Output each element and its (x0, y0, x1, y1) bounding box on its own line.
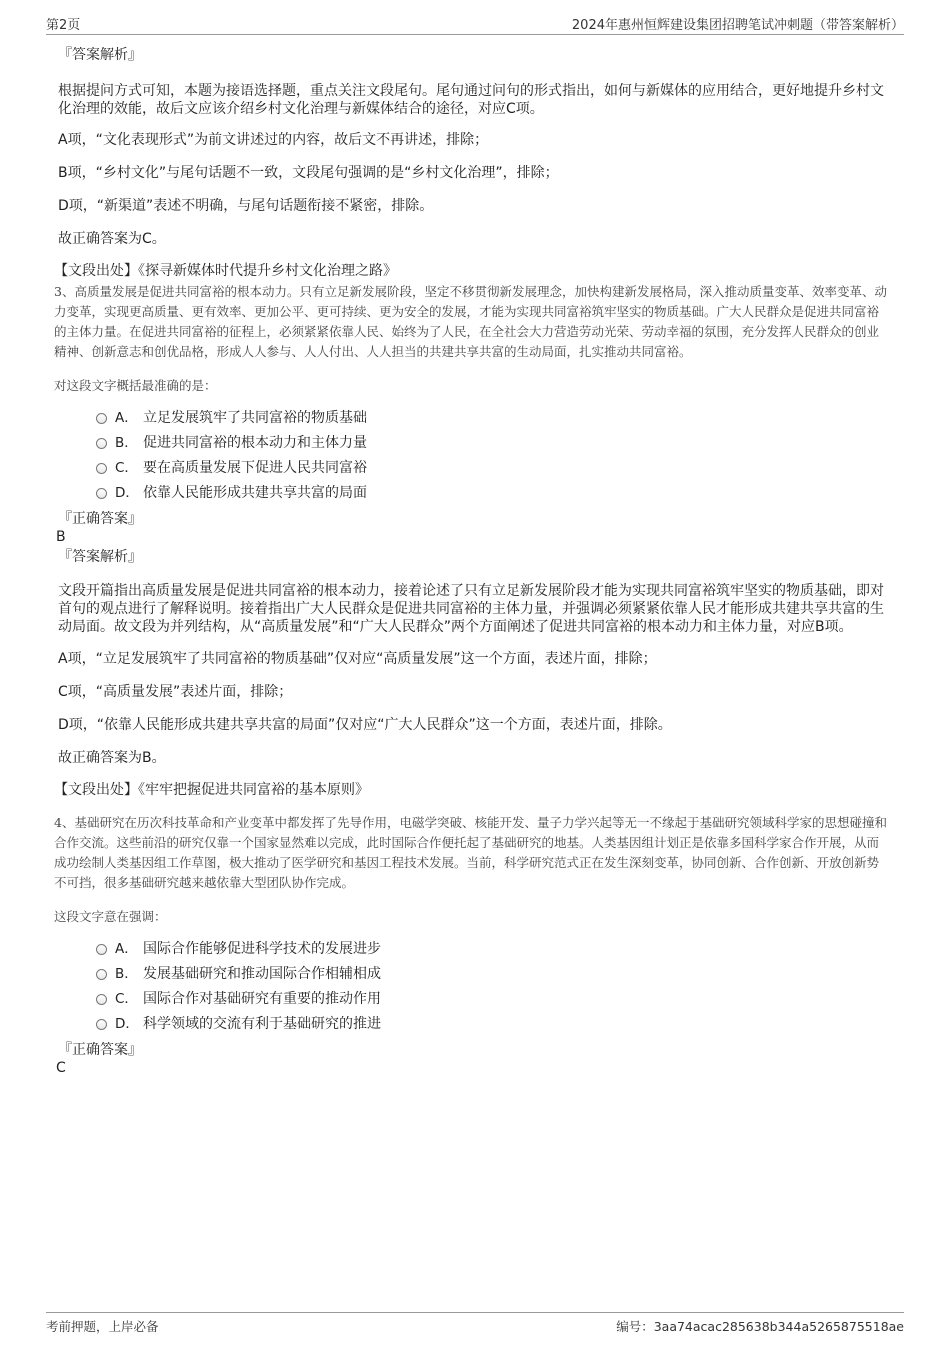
q3-option-a[interactable]: A． 立足发展筑牢了共同富裕的物质基础 (96, 406, 894, 431)
q4-answer: C (56, 1060, 66, 1076)
q3-analysis-label: 『答案解析』 (58, 549, 142, 565)
q4-answer-label: 『正确答案』 (58, 1042, 142, 1058)
q3-options (96, 406, 894, 506)
footer-code: 编号：3aa74acac285638b344a5265875518ae (616, 1319, 904, 1334)
q4-options (96, 937, 894, 1037)
radio-icon[interactable] (96, 994, 107, 1005)
q3-source: 【文段出处】《牢牢把握促进共同富裕的基本原则》 (54, 782, 369, 798)
q4-prompt: 这段文字意在强调： (54, 909, 167, 924)
q3-option-b[interactable]: B． 促进共同富裕的根本动力和主体力量 (96, 431, 894, 456)
q3-answer-label: 『正确答案』 (58, 511, 142, 527)
q3-prompt: 对这段文字概括最准确的是： (54, 378, 217, 393)
page-content (54, 40, 894, 1077)
radio-icon[interactable] (96, 463, 107, 474)
footer-slogan: 考前押题，上岸必备 (46, 1319, 159, 1334)
q4-option-c[interactable]: C． 国际合作对基础研究有重要的推动作用 (96, 987, 894, 1012)
radio-icon[interactable] (96, 413, 107, 424)
q3-analysis: 文段开篇指出高质量发展是促进共同富裕的根本动力，接着论述了只有立足新发展阶段才能为实现共同富裕筑牢坚实的物质基础，即对首句的观点进行了解释说明。接着指出广大人民群众是促进共同富裕的主体力量，并强调必须紧紧依靠人民才能形成共建共享共富的生动局面。故文段为并列结构，从“高质量发展”和“广大人民群众”两个方面阐述了促进共同富裕的根本动力和主体力量，对应B项。 (58, 583, 884, 635)
q3-note-d: D项，“依靠人民能形成共建共享共富的局面”仅对应“广大人民群众”这一个方面，表述片面，排除。 (58, 717, 672, 733)
q2-note-b: B项，“乡村文化”与尾句话题不一致，文段尾句强调的是“乡村文化治理”，排除； (58, 165, 559, 181)
page-header (46, 12, 904, 35)
q2-conclusion: 故正确答案为C。 (58, 231, 166, 247)
q3-option-d[interactable]: D． 依靠人民能形成共建共享共富的局面 (96, 481, 894, 506)
q2-source: 【文段出处】《探寻新媒体时代提升乡村文化治理之路》 (54, 263, 397, 279)
q2-analysis: 根据提问方式可知，本题为接语选择题，重点关注文段尾句。尾句通过问句的形式指出，如何与新媒体的应用结合，更好地提升乡村文化治理的效能，故后文应该介绍乡村文化治理与新媒体结合的途径，对应C项。 (58, 83, 884, 117)
q3-text: 3、高质量发展是促进共同富裕的根本动力。只有立足新发展阶段，坚定不移贯彻新发展理念，加快构建新发展格局，深入推动质量变革、效率变革、动力变革，实现更高质量、更有效率、更加公平、更可持续、更为安全的发展，才能为实现共同富裕筑牢坚实的物质基础。广大人民群众是促进共同富裕的主体力量。在促进共同富裕的征程上，必须紧紧依靠人民、始终为了人民，在全社会大力营造劳动光荣、劳动幸福的氛围，充分发挥人民群众的创业精神、创新意志和创优品格，形成人人参与、人人付出、人人担当的共建共享共富的生动局面，扎实推动共同富裕。 (54, 284, 887, 359)
q4-option-b[interactable]: B． 发展基础研究和推动国际合作相辅相成 (96, 962, 894, 987)
q3-answer: B (56, 529, 66, 545)
radio-icon[interactable] (96, 488, 107, 499)
q2-analysis-label: 『答案解析』 (58, 47, 142, 63)
radio-icon[interactable] (96, 944, 107, 955)
document-title: 2024年惠州恒辉建设集团招聘笔试冲刺题（带答案解析） (571, 18, 904, 33)
radio-icon[interactable] (96, 438, 107, 449)
q3-note-c: C项，“高质量发展”表述片面，排除； (58, 684, 293, 700)
q4-text: 4、基础研究在历次科技革命和产业变革中都发挥了先导作用，电磁学突破、核能开发、量子力学兴起等无一不缘起于基础研究领域科学家的思想碰撞和合作交流。这些前沿的研究仅靠一个国家显然难以完成，此时国际合作便托起了基础研究的地基。人类基因组计划正是依靠多国科学家合作开展，从而成功绘制人类基因组工作草图，极大推动了医学研究和基因工程技术发展。当前，科学研究范式正在发生深刻变革，协同创新、合作创新、开放创新势不可挡，很多基础研究越来越依靠大型团队协作完成。 (54, 815, 887, 890)
page-footer (46, 1312, 904, 1337)
q3-note-a: A项，“立足发展筑牢了共同富裕的物质基础”仅对应“高质量发展”这一个方面，表述片面，排除； (58, 651, 657, 667)
q4-option-a[interactable]: A． 国际合作能够促进科学技术的发展进步 (96, 937, 894, 962)
q3-option-c[interactable]: C． 要在高质量发展下促进人民共同富裕 (96, 456, 894, 481)
q3-conclusion: 故正确答案为B。 (58, 750, 166, 766)
q2-note-d: D项，“新渠道”表述不明确，与尾句话题衔接不紧密，排除。 (58, 198, 434, 214)
q4-option-d[interactable]: D． 科学领域的交流有利于基础研究的推进 (96, 1012, 894, 1037)
radio-icon[interactable] (96, 969, 107, 980)
page-number: 第2页 (46, 18, 81, 33)
q2-note-a: A项，“文化表现形式”为前文讲述过的内容，故后文不再讲述，排除； (58, 132, 489, 148)
radio-icon[interactable] (96, 1019, 107, 1030)
